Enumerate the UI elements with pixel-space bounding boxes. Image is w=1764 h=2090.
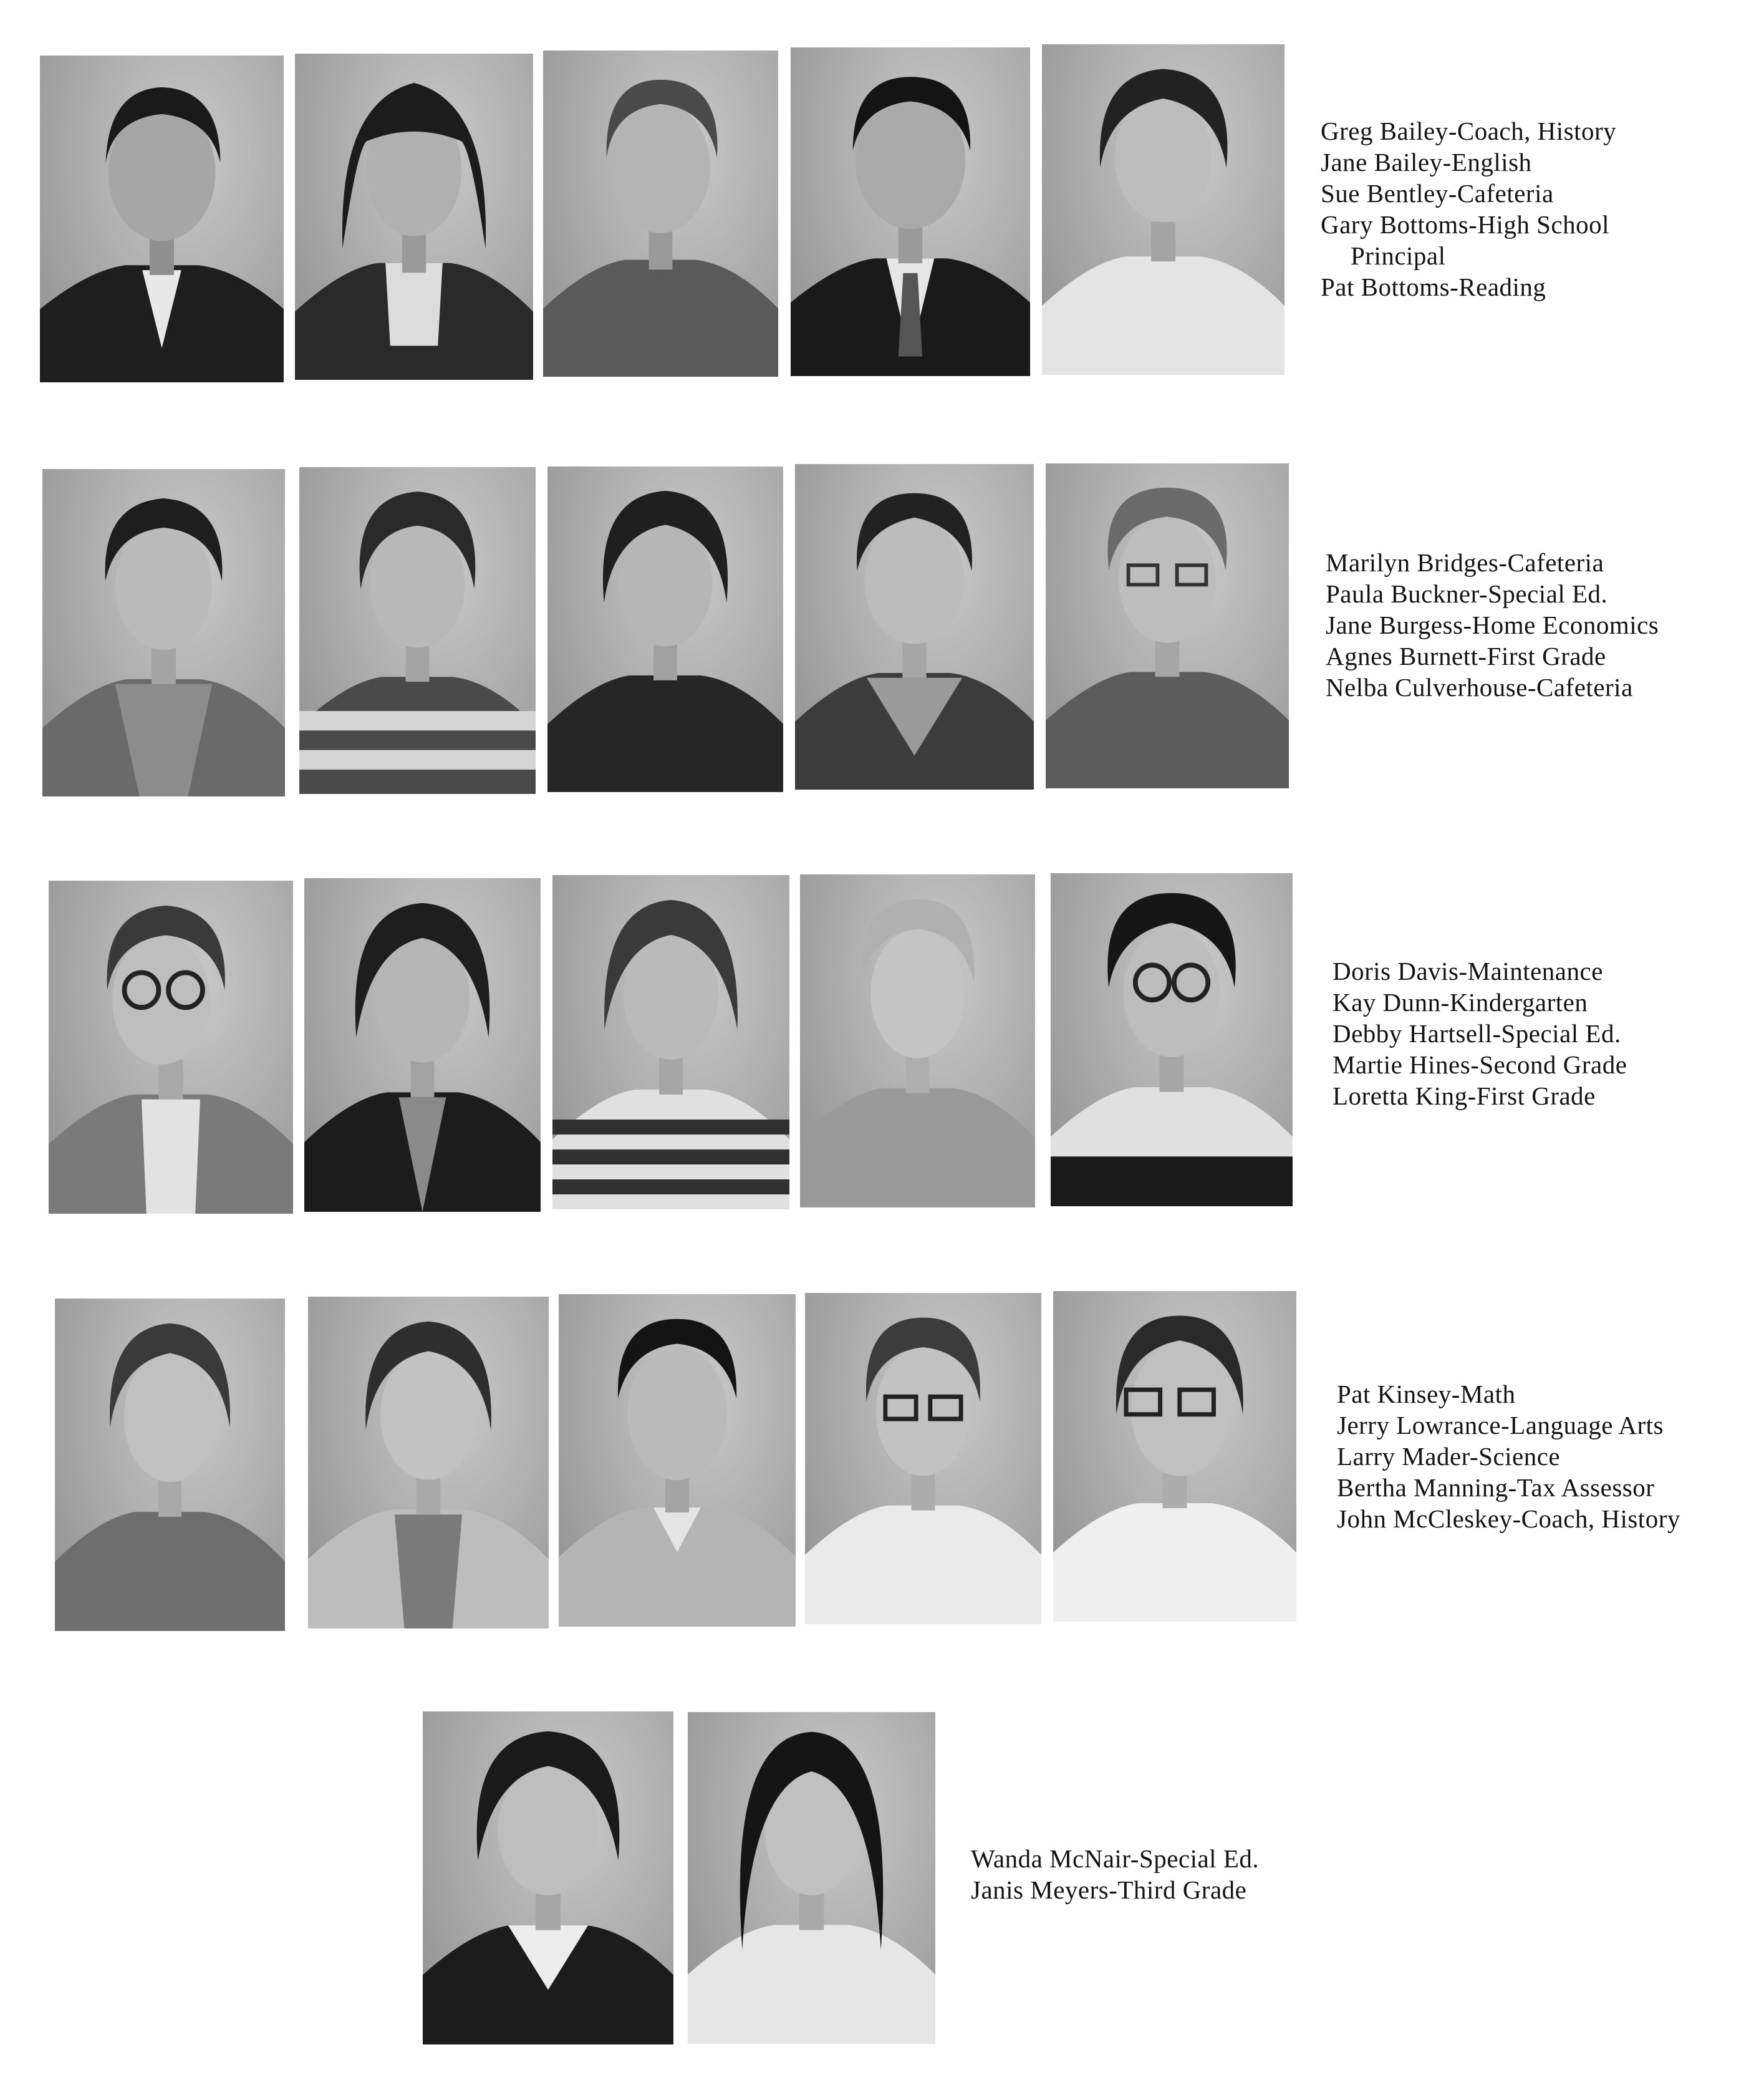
portrait-photo-kay-dunn [304, 878, 541, 1212]
caption-block-row-3 [1333, 955, 1627, 1111]
caption-pat-bottoms: Pat Bottoms-Reading [1321, 273, 1546, 301]
caption-jerry-lowrance: Jerry Lowrance-Language Arts [1337, 1411, 1664, 1439]
portrait-photo-janis-meyers [688, 1712, 935, 2044]
portrait-photo-sue-bentley [543, 51, 778, 377]
caption-block-row-5 [971, 1843, 1259, 1905]
caption-doris-davis: Doris Davis-Maintenance [1333, 957, 1603, 985]
caption-gary-bottoms: Gary Bottoms-High School [1321, 210, 1609, 239]
portrait-photo-pat-bottoms [1042, 44, 1284, 375]
portrait-photo-jane-bailey [295, 54, 533, 380]
caption-block-row-1 [1321, 115, 1616, 302]
caption-sue-bentley: Sue Bentley-Cafeteria [1321, 179, 1554, 208]
portrait-photo-wanda-mcnair [423, 1711, 673, 2044]
caption-wanda-mcnair: Wanda McNair-Special Ed. [971, 1844, 1260, 1873]
caption-agnes-burnett: Agnes Burnett-First Grade [1326, 642, 1606, 670]
caption-martie-hines: Martie Hines-Second Grade [1333, 1050, 1627, 1079]
portrait-photo-marilyn-bridges [42, 469, 285, 796]
caption-paula-buckner: Paula Buckner-Special Ed. [1326, 579, 1608, 608]
portrait-photo-john-mccleskey [1053, 1291, 1296, 1622]
portrait-photo-nelba-culverhouse [1046, 463, 1289, 788]
caption-john-mccleskey: John McCleskey-Coach, History [1337, 1504, 1680, 1533]
caption-jane-burgess: Jane Burgess-Home Economics [1326, 611, 1659, 639]
caption-debby-hartsell: Debby Hartsell-Special Ed. [1333, 1019, 1621, 1048]
caption-gary-bottoms-continued: Principal [1351, 241, 1446, 270]
portrait-photo-larry-mader [559, 1294, 796, 1627]
portrait-photo-greg-bailey [40, 56, 284, 382]
caption-bertha-manning: Bertha Manning-Tax Assessor [1337, 1473, 1655, 1502]
caption-janis-meyers: Janis Meyers-Third Grade [971, 1875, 1247, 1904]
portrait-photo-martie-hines [800, 874, 1035, 1207]
portrait-photo-pat-kinsey [55, 1299, 285, 1631]
portrait-photo-loretta-king [1051, 873, 1293, 1206]
caption-marilyn-bridges: Marilyn Bridges-Cafeteria [1326, 548, 1604, 577]
caption-block-row-4 [1337, 1378, 1680, 1534]
caption-greg-bailey: Greg Bailey-Coach, History [1321, 117, 1617, 145]
portrait-photo-paula-buckner [299, 467, 536, 794]
caption-nelba-culverhouse: Nelba Culverhouse-Cafeteria [1326, 673, 1633, 702]
caption-larry-mader: Larry Mader-Science [1337, 1442, 1561, 1471]
caption-jane-bailey: Jane Bailey-English [1321, 148, 1532, 177]
portrait-photo-gary-bottoms [791, 47, 1030, 376]
portrait-photo-bertha-manning [805, 1293, 1041, 1624]
caption-block-row-2 [1326, 547, 1659, 703]
caption-kay-dunn: Kay Dunn-Kindergarten [1333, 988, 1588, 1017]
portrait-photo-debby-hartsell [552, 875, 789, 1209]
portrait-photo-agnes-burnett [795, 464, 1034, 790]
portrait-photo-jane-burgess [547, 467, 783, 792]
portrait-photo-doris-davis [49, 881, 293, 1214]
caption-pat-kinsey: Pat Kinsey-Math [1337, 1380, 1516, 1408]
portrait-photo-jerry-lowrance [308, 1297, 549, 1628]
caption-loretta-king: Loretta King-First Grade [1333, 1081, 1596, 1110]
